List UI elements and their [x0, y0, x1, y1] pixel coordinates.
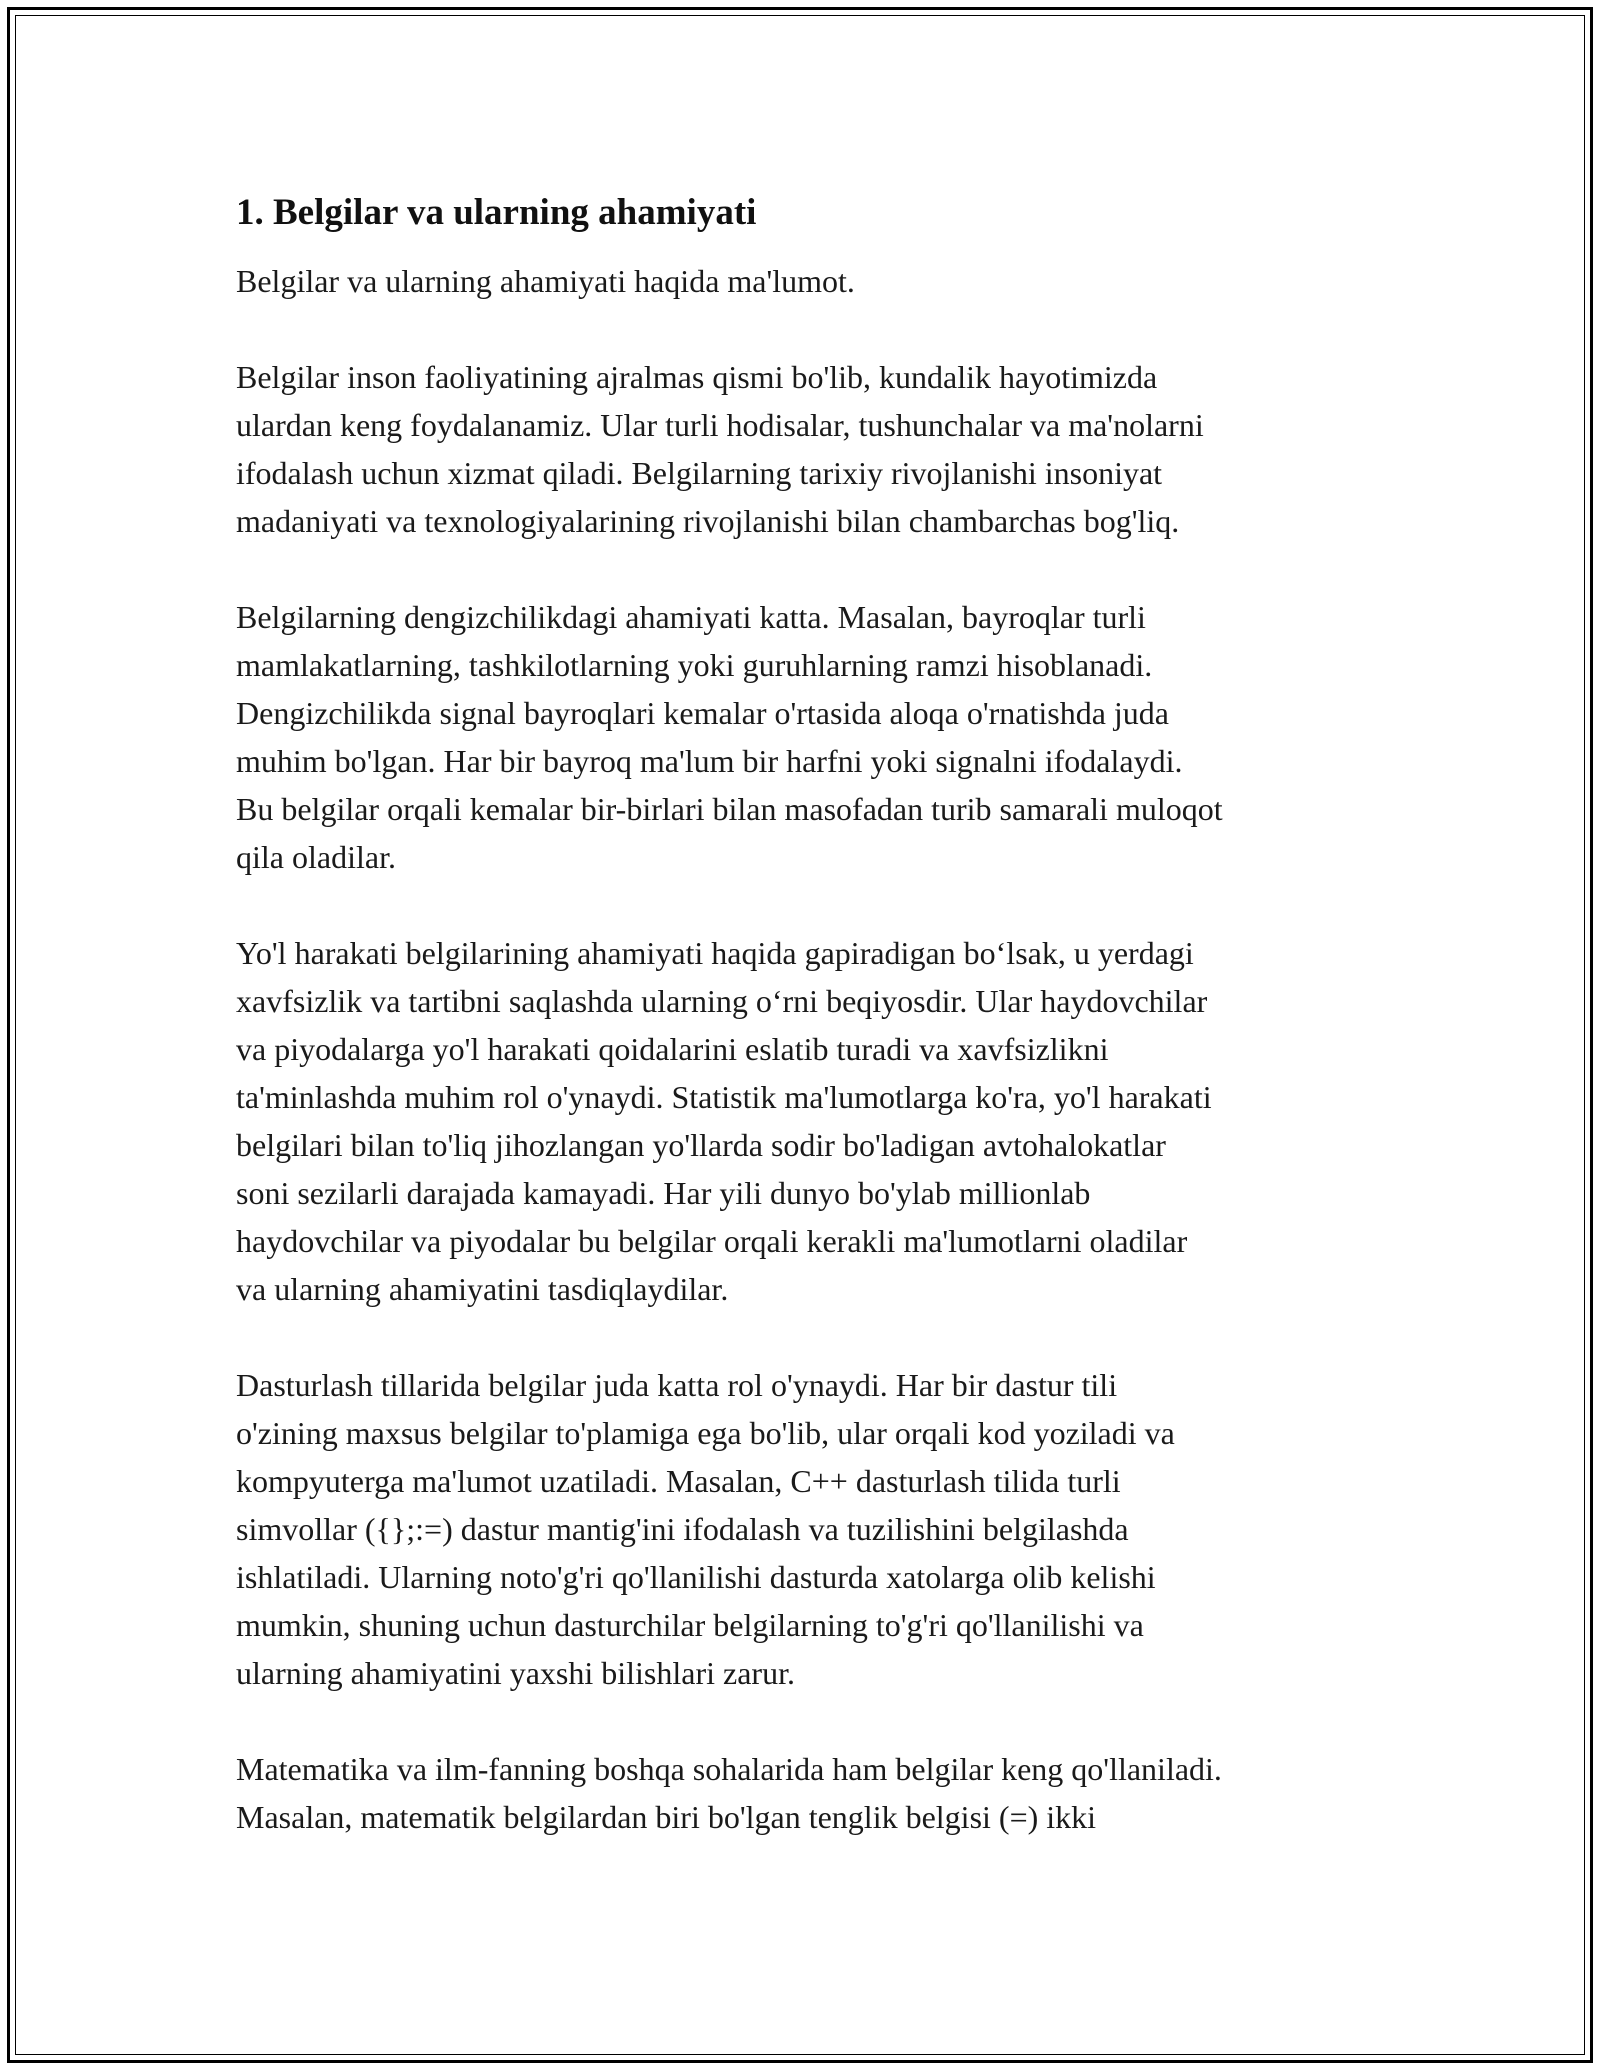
- paragraph-line: Belgilarning dengizchilikdagi ahamiyati katta. Masalan, bayroqlar turli: [236, 599, 1146, 635]
- paragraph-line: xavfsizlik va tartibni saqlashda ularning o‘rni beqiyosdir. Ular haydovchilar: [236, 983, 1208, 1019]
- paragraph-line: ta'minlashda muhim rol o'ynaydi. Statistik ma'lumotlarga ko'ra, yo'l harakati: [236, 1079, 1212, 1115]
- paragraph-line: mumkin, shuning uchun dasturchilar belgilarning to'g'ri qo'llanilishi va: [236, 1607, 1144, 1643]
- paragraph-general: [236, 353, 1396, 545]
- section-title: 1. Belgilar va ularning ahamiyati: [236, 192, 757, 233]
- paragraph-line: Belgilar inson faoliyatining ajralmas qismi bo'lib, kundalik hayotimizda: [236, 359, 1158, 395]
- paragraph-line: Masalan, matematik belgilardan biri bo'lgan tenglik belgisi (=) ikki: [236, 1799, 1097, 1835]
- paragraph-line: Yo'l harakati belgilarining ahamiyati haqida gapiradigan bo‘lsak, u yerdagi: [236, 935, 1194, 971]
- paragraph-line: Dengizchilikda signal bayroqlari kemalar o'rtasida aloqa o'rnatishda juda: [236, 695, 1169, 731]
- paragraph-line: kompyuterga ma'lumot uzatiladi. Masalan, C++ dasturlash tilida turli: [236, 1463, 1121, 1499]
- paragraph-line: ularning ahamiyatini yaxshi bilishlari zarur.: [236, 1655, 795, 1691]
- paragraph-line: madaniyati va texnologiyalarining rivojlanishi bilan chambarchas bog'liq.: [236, 503, 1180, 539]
- paragraph-line: muhim bo'lgan. Har bir bayroq ma'lum bir harfni yoki signalni ifodalaydi.: [236, 743, 1183, 779]
- paragraph-line: ishlatiladi. Ularning noto'g'ri qo'llanilishi dasturda xatolarga olib kelishi: [236, 1559, 1156, 1595]
- paragraph-line: haydovchilar va piyodalar bu belgilar orqali kerakli ma'lumotlarni oladilar: [236, 1223, 1188, 1259]
- paragraph-line: Bu belgilar orqali kemalar bir-birlari bilan masofadan turib samarali muloqot: [236, 791, 1223, 827]
- paragraph-mathematics: [236, 1745, 1396, 1841]
- paragraph-line: Dasturlash tillarida belgilar juda katta rol o'ynaydi. Har bir dastur tili: [236, 1367, 1118, 1403]
- paragraph-maritime: [236, 593, 1396, 881]
- paragraph-line: belgilari bilan to'liq jihozlangan yo'llarda sodir bo'ladigan avtohalokatlar: [236, 1127, 1166, 1163]
- paragraph-line: Matematika va ilm-fanning boshqa sohalarida ham belgilar keng qo'llaniladi.: [236, 1751, 1222, 1787]
- paragraph-line: o'zining maxsus belgilar to'plamiga ega bo'lib, ular orqali kod yoziladi va: [236, 1415, 1175, 1451]
- paragraph-line: va piyodalarga yo'l harakati qoidalarini eslatib turadi va xavfsizlikni: [236, 1031, 1109, 1067]
- paragraph-line: mamlakatlarning, tashkilotlarning yoki guruhlarning ramzi hisoblanadi.: [236, 647, 1153, 683]
- paragraph-line: qila oladilar.: [236, 839, 396, 875]
- paragraph-line: soni sezilarli darajada kamayadi. Har yili dunyo bo'ylab millionlab: [236, 1175, 1091, 1211]
- paragraph-line: va ularning ahamiyatini tasdiqlaydilar.: [236, 1271, 729, 1307]
- paragraph-line: simvollar ({};:=) dastur mantig'ini ifodalash va tuzilishini belgilashda: [236, 1511, 1129, 1547]
- paragraph-intro: [236, 257, 1396, 305]
- paragraph-line: Belgilar va ularning ahamiyati haqida ma'lumot.: [236, 263, 855, 299]
- paragraph-line: ifodalash uchun xizmat qiladi. Belgilarning tarixiy rivojlanishi insoniyat: [236, 455, 1163, 491]
- document-page: [236, 185, 1396, 1889]
- paragraph-traffic: [236, 929, 1396, 1313]
- paragraph-programming: [236, 1361, 1396, 1697]
- paragraph-line: ulardan keng foydalanamiz. Ular turli hodisalar, tushunchalar va ma'nolarni: [236, 407, 1204, 443]
